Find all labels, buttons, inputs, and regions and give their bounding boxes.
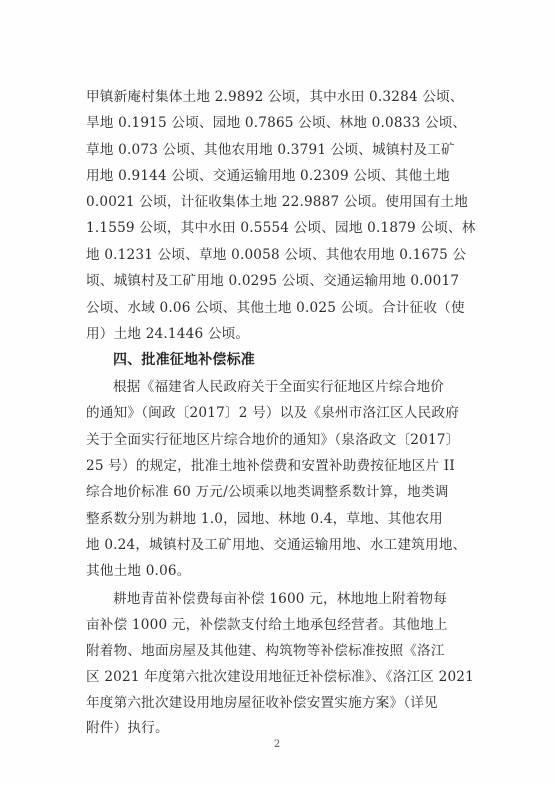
paragraph-1-line: 用）土地 24.1446 公顷。 bbox=[86, 326, 250, 342]
paragraph-1-line: 公顷、水域 0.06 公顷、其他土地 0.025 公顷。合计征收（使 bbox=[86, 300, 465, 316]
paragraph-2-line: 根据《福建省人民政府关于全面实行征地区片综合地价 bbox=[113, 379, 445, 395]
paragraph-1-line: 1.1559 公顷，其中水田 0.5554 公顷、园地 0.1879 公顷、林 bbox=[86, 220, 476, 236]
paragraph-2-line: 关于全面实行征地区片综合地价的通知》（泉洛政文〔2017〕 bbox=[86, 432, 460, 448]
section-heading: 四、批准征地补偿标准 bbox=[113, 352, 255, 368]
paragraph-2-line: 25 号）的规定，批准土地补偿费和安置补助费按征地区片 II bbox=[86, 458, 455, 474]
paragraph-3-line: 附着物、地面房屋及其他建、构筑物等补偿标准按照《洛江 bbox=[86, 643, 445, 659]
paragraph-3-line: 亩补偿 1000 元，补偿款支付给土地承包经营者。其他地上 bbox=[86, 617, 448, 633]
paragraph-2-line: 的通知》（闽政〔2017〕2 号）以及《泉州市洛江区人民政府 bbox=[86, 405, 460, 421]
paragraph-1-line: 用地 0.9144 公顷、交通运输用地 0.2309 公顷、其他土地 bbox=[86, 168, 450, 184]
paragraph-3-line: 区 2021 年度第六批次建设用地征迁补偿标准》、《洛江区 2021 bbox=[86, 669, 475, 685]
paragraph-1-line: 旱地 0.1915 公顷、园地 0.7865 公顷、林地 0.0833 公顷、 bbox=[86, 115, 467, 131]
paragraph-3-line: 年度第六批次建设用地房屋征收补偿安置实施方案》（详见 bbox=[86, 695, 438, 711]
paragraph-1-line: 0.0021 公顷，计征收集体土地 22.9887 公顷。使用国有土地 bbox=[86, 194, 469, 210]
page-number: 2 bbox=[273, 739, 281, 750]
paragraph-3-line: 耕地青苗补偿费每亩补偿 1600 元，林地地上附着物每 bbox=[113, 591, 448, 607]
paragraph-2-line: 地 0.24，城镇村及工矿用地、交通运输用地、水工建筑用地、 bbox=[86, 537, 467, 553]
paragraph-1-line: 甲镇新庵村集体土地 2.9892 公顷，其中水田 0.3284 公顷、 bbox=[86, 89, 464, 105]
paragraph-2-line: 综合地价标准 60 万元/公顷乘以地类调整系数计算，地类调 bbox=[86, 484, 449, 500]
paragraph-1-line: 地 0.1231 公顷、草地 0.0058 公顷、其他农用地 0.1675 公 bbox=[86, 247, 467, 263]
paragraph-2-line: 其他土地 0.06。 bbox=[86, 563, 191, 579]
paragraph-3-line: 附件）执行。 bbox=[86, 720, 169, 736]
paragraph-1-line: 草地 0.073 公顷、其他农用地 0.3791 公顷、城镇村及工矿 bbox=[86, 142, 455, 158]
paragraph-1-line: 顷、城镇村及工矿用地 0.0295 公顷、交通运输用地 0.0017 bbox=[86, 273, 460, 289]
paragraph-2-line: 整系数分别为耕地 1.0，园地、林地 0.4，草地、其他农用 bbox=[86, 511, 443, 527]
